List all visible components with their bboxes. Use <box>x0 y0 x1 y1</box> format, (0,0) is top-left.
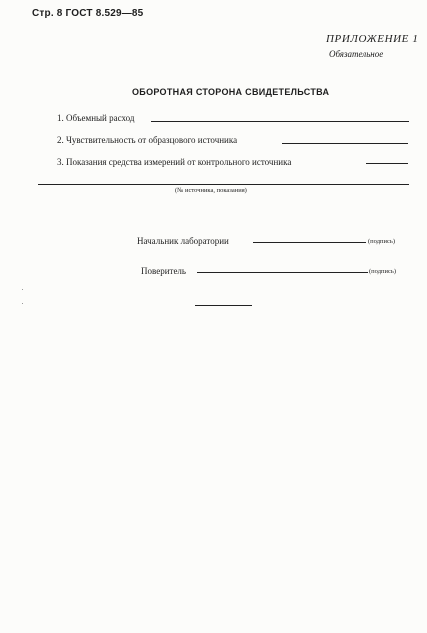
appendix-subtitle: Обязательное <box>329 49 384 59</box>
end-rule <box>195 305 252 306</box>
readings-caption: (№ источника, показания) <box>175 187 247 194</box>
appendix-title: ПРИЛОЖЕНИЕ 1 <box>326 33 419 45</box>
signature-note-head: (подпись) <box>368 238 395 245</box>
item-volume-flow-line <box>151 121 409 122</box>
signature-line-verifier <box>197 272 368 273</box>
item-sensitivity-line <box>282 143 408 144</box>
item-readings-line <box>366 163 408 164</box>
readings-continuation-line <box>38 184 409 185</box>
page-header: Стр. 8 ГОСТ 8.529—85 <box>32 8 144 19</box>
signature-role-verifier: Поверитель <box>141 266 187 276</box>
item-volume-flow: 1. Объемный расход <box>57 113 135 123</box>
item-readings: 3. Показания средства измерений от контрольного источника <box>57 157 292 167</box>
signature-note-verifier: (подпись) <box>369 268 396 275</box>
signature-line-head <box>253 242 366 243</box>
item-sensitivity: 2. Чувствительность от образцового источника <box>57 135 238 145</box>
signature-role-head: Начальник лаборатории <box>137 236 229 246</box>
document-title: ОБОРОТНАЯ СТОРОНА СВИДЕТЕЛЬСТВА <box>132 87 330 97</box>
scan-speck <box>22 289 23 290</box>
scan-speck <box>22 303 23 304</box>
